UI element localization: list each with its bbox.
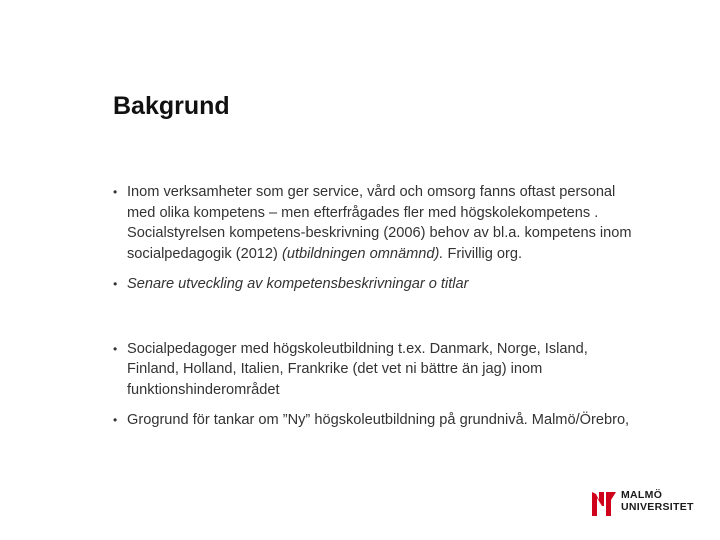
logo-line-1: MALMÖ (621, 489, 663, 501)
bullet-italic-text: (utbildningen omnämnd). (281, 245, 444, 262)
bullet-text: Inom verksamheter som ger service, vård och omsorg fanns oftast personal med olika kompetens – men efterfrågades fler med högskolekompetens . Socialstyrelsen kompetens-beskrivning (2006) behov av bl.a. kompetens inom socialpedagogik (2012) (127, 184, 632, 262)
university-logo-icon (590, 486, 618, 518)
bullet-text: Socialpedagoger med högskoleutbildning t.ex. Danmark, Norge, Island, Finland, Holland, Italien, Frankrike (det vet ni bättre än jag) inom funktionshinderområdet (127, 340, 588, 398)
bullet-item (113, 410, 633, 431)
bullet-item (113, 274, 633, 295)
slide-title: Bakgrund (113, 92, 230, 120)
bullet-item (113, 182, 633, 264)
bullet-text: Senare utveckling av kompetensbeskrivningar o titlar (127, 276, 469, 292)
bullet-text: Grogrund för tankar om ”Ny” högskoleutbildning på grundnivå. Malmö/Örebro, (127, 412, 630, 428)
bullet-item (113, 339, 633, 401)
logo-wordmark (621, 489, 694, 513)
bullet-tail-text: Frivillig org. (443, 245, 523, 262)
bullet-list (113, 182, 633, 431)
malmo-universitet-logo (590, 486, 700, 520)
logo-line-2: UNIVERSITET (621, 501, 694, 513)
